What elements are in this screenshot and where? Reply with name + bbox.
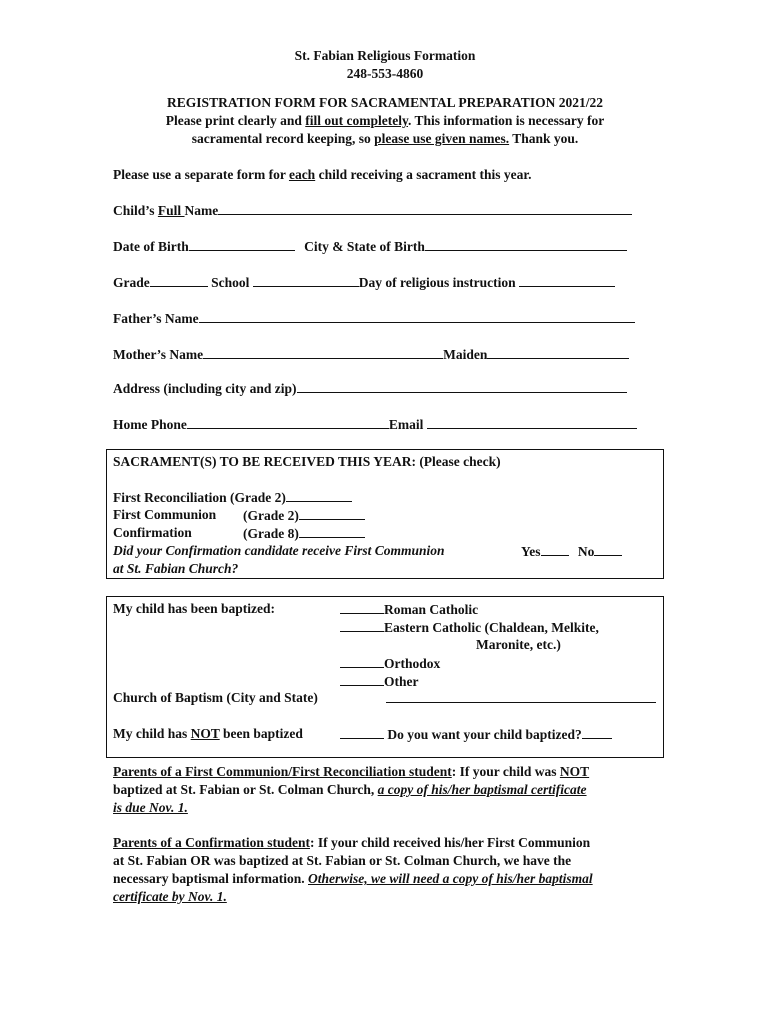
yes-field[interactable] (541, 543, 569, 556)
church-of-baptism-label: Church of Baptism (City and State) (113, 690, 318, 705)
dob-field[interactable] (189, 238, 295, 251)
email-field[interactable] (427, 416, 637, 429)
communion-question-line-2: at St. Fabian Church? (113, 561, 239, 576)
option-other: Other (340, 673, 419, 690)
sacraments-heading: SACRAMENT(S) TO BE RECEIVED THIS YEAR: (Please check) (113, 454, 501, 469)
option-eastern-catholic-cont: Maronite, etc.) (476, 637, 561, 652)
instructions-line-2: sacramental record keeping, so please use given names. Thank you. (191, 131, 579, 146)
maiden-name-field[interactable] (487, 346, 629, 359)
day-instruction-field[interactable] (519, 274, 615, 287)
note-first-communion-line-1: Parents of a First Communion/First Reconciliation student: If your child was NOT (113, 764, 590, 779)
birth-row: Date of Birth City & State of Birth (113, 238, 627, 255)
father-row: Father’s Name (113, 310, 635, 327)
grade-field[interactable] (150, 274, 208, 287)
child-name-row: Child’s Full Name (113, 202, 632, 219)
form-title: REGISTRATION FORM FOR SACRAMENTAL PREPARATION 2021/22 (167, 95, 603, 110)
address-field[interactable] (297, 380, 627, 393)
confirmation-check[interactable] (299, 525, 365, 538)
mother-name-field[interactable] (203, 346, 443, 359)
father-name-field[interactable] (199, 310, 635, 323)
child-name-field[interactable] (218, 202, 632, 215)
communion-question-line-1: Did your Confirmation candidate receive First Communion (113, 543, 445, 558)
first-reconciliation-check[interactable] (286, 489, 352, 502)
orthodox-check[interactable] (340, 655, 384, 668)
school-field[interactable] (253, 274, 359, 287)
note-first-communion-line-2: baptized at St. Fabian or St. Colman Church, a copy of his/her baptismal certificate (113, 782, 587, 797)
separate-form-note: Please use a separate form for each child receiving a sacrament this year. (113, 167, 532, 182)
mother-row: Mother’s Name Maiden (113, 346, 629, 363)
note-confirmation-line-3: necessary baptismal information. Otherwise, we will need a copy of his/her baptismal (113, 871, 593, 886)
note-confirmation-line-1: Parents of a Confirmation student: If your child received his/her First Communion (113, 835, 591, 850)
note-confirmation-line-4: certificate by Nov. 1. (113, 889, 227, 904)
want-baptized-field[interactable] (582, 726, 612, 739)
note-confirmation-line-2: at St. Fabian OR was baptized at St. Fabian or St. Colman Church, we have the (113, 853, 572, 868)
home-phone-field[interactable] (187, 416, 389, 429)
church-of-baptism-field[interactable] (386, 690, 656, 703)
not-baptized-check[interactable] (340, 726, 384, 739)
want-baptized-row: Do you want your child baptized? (340, 726, 612, 743)
birth-city-state-field[interactable] (425, 238, 627, 251)
option-eastern-catholic: Eastern Catholic (Chaldean, Melkite, (340, 619, 599, 636)
school-row: Grade School Day of religious instruction (113, 274, 615, 291)
option-orthodox: Orthodox (340, 655, 440, 672)
address-row: Address (including city and zip) (113, 380, 627, 397)
eastern-catholic-check[interactable] (340, 619, 384, 632)
not-baptized-label: My child has NOT been baptized (113, 726, 303, 741)
first-communion-check[interactable] (299, 507, 365, 520)
sacrament-first-communion: First Communion (Grade 2) (113, 507, 216, 523)
note-first-communion-line-3: is due Nov. 1. (113, 800, 188, 815)
instructions-line-1: Please print clearly and fill out completely. This information is necessary for (165, 113, 605, 128)
roman-catholic-check[interactable] (340, 601, 384, 614)
baptized-label: My child has been baptized: (113, 601, 276, 616)
yes-no-answer: Yes No (521, 543, 622, 560)
org-name: St. Fabian Religious Formation (294, 48, 476, 63)
no-field[interactable] (594, 543, 622, 556)
sacrament-first-reconciliation: First Reconciliation (Grade 2) (113, 489, 352, 506)
option-roman-catholic: Roman Catholic (340, 601, 478, 618)
sacrament-confirmation: Confirmation (Grade 8) (113, 525, 192, 541)
org-phone: 248-553-4860 (346, 66, 424, 81)
contact-row: Home Phone Email (113, 416, 637, 433)
other-check[interactable] (340, 673, 384, 686)
